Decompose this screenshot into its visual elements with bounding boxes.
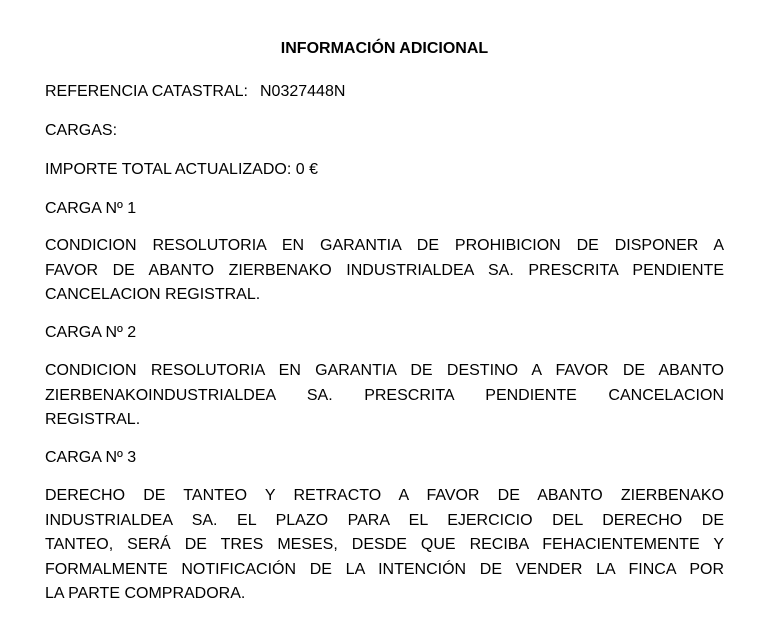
carga-3-line: DERECHO DE TANTEO Y RETRACTO A FAVOR DE ABANTO ZIERBENAKO bbox=[45, 487, 724, 504]
carga-1-heading: CARGA Nº 1 bbox=[45, 200, 137, 217]
carga-2-heading: CARGA Nº 2 bbox=[45, 324, 137, 341]
carga-1-line: FAVOR DE ABANTO ZIERBENAKO INDUSTRIALDEA SA. PRESCRITA PENDIENTE bbox=[45, 261, 724, 279]
carga-2-line: ZIERBENAKOINDUSTRIALDEA SA. PRESCRITA PENDIENTE CANCELACION bbox=[45, 386, 724, 404]
carga-1-line: CONDICION RESOLUTORIA EN GARANTIA DE PROHIBICION DE DISPONER A bbox=[45, 237, 724, 254]
carga-3-line: LA PARTE COMPRADORA. bbox=[45, 585, 246, 602]
carga-3-heading: CARGA Nº 3 bbox=[45, 449, 137, 466]
cargas-label: CARGAS: bbox=[45, 122, 118, 139]
carga-1-line: CANCELACION REGISTRAL. bbox=[45, 286, 261, 303]
carga-3-text bbox=[45, 484, 724, 607]
page-title: INFORMACIÓN ADICIONAL bbox=[280, 40, 489, 57]
carga-1-text bbox=[45, 234, 724, 308]
carga-3-line: FORMALMENTE NOTIFICACIÓN DE LA INTENCIÓN DE VENDER LA FINCA POR bbox=[45, 560, 724, 578]
carga-2-line: CONDICION RESOLUTORIA EN GARANTIA DE DESTINO A FAVOR DE ABANTO bbox=[45, 362, 724, 379]
importe-total: IMPORTE TOTAL ACTUALIZADO: 0 € bbox=[45, 161, 318, 178]
carga-3-line: TANTEO, SERÁ DE TRES MESES, DESDE QUE RECIBA FEHACIENTEMENTE Y bbox=[45, 536, 724, 553]
referencia-value: N0327448N bbox=[260, 83, 346, 100]
referencia-catastral-row bbox=[45, 80, 345, 104]
carga-2-text bbox=[45, 359, 724, 433]
carga-2-line: REGISTRAL. bbox=[45, 411, 141, 428]
referencia-label: REFERENCIA CATASTRAL: bbox=[45, 83, 248, 100]
carga-3-line: INDUSTRIALDEA SA. EL PLAZO PARA EL EJERCICIO DEL DERECHO DE bbox=[45, 511, 724, 529]
